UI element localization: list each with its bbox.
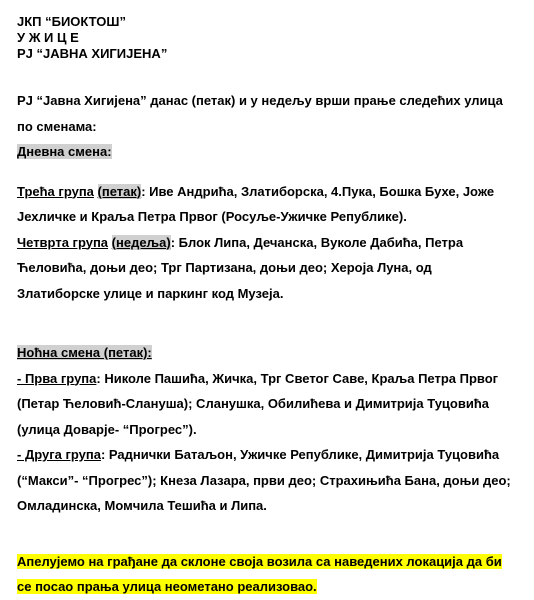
day-shift-title: Дневна смена: [17, 144, 112, 159]
intro-paragraph: РЈ “Јавна Хигијена” данас (петак) и у недељу врши прање следећих улица по сменама: [17, 93, 503, 134]
group-1-label: - Прва група [17, 370, 97, 386]
company-name: ЈКП “БИОКТОШ” [17, 14, 126, 29]
day-group-4-paragraph [17, 230, 517, 307]
document [17, 14, 517, 600]
group-2-streets: : Раднички Батаљон, Ужичке Републике, Димитрија Туцовића (“Макси”- “Прогрес”); Кнеза Лазара, први део; Страхињића Бана, доњи део; Омладинска, Момчила Тешића и Липа. [17, 447, 511, 513]
night-shift-heading [17, 340, 517, 366]
group-3-label: Трећа група [17, 183, 94, 199]
group-3-day: (петак) [97, 183, 142, 199]
night-shift-title: Ноћна смена (петак): [17, 345, 152, 360]
city-name: У Ж И Ц Е [17, 30, 79, 45]
night-group-2-paragraph [17, 442, 517, 519]
group-4-streets: : Блок Липа, Дечанска, Вуколе Дабића, Петра Ћеловића, доњи део; Трг Партизана, доњи део; Хероја Луна, од Златиборске улице и паркинг код Музеја. [17, 234, 464, 301]
group-2-label: - Друга група [17, 447, 101, 462]
appeal-paragraph [17, 549, 517, 600]
unit-name: РЈ “ЈАВНА ХИГИЈЕНА” [17, 46, 168, 61]
day-group-3-paragraph [17, 179, 517, 230]
document-header [17, 14, 517, 62]
group-4-label: Четврта група [17, 234, 109, 250]
day-shift-heading [17, 139, 517, 165]
appeal-text: Апелујемо на грађане да склоне своја возила са наведених локација да би се посао прања улица неометано реализовао. [17, 553, 502, 594]
night-group-1-paragraph [17, 366, 517, 443]
group-4-day: (недеља) [111, 234, 171, 250]
group-1-streets: : Николе Пашића, Жичка, Трг Светог Саве, Краља Петра Првог (Петар Ћеловић-Слануша); Сланушка, Обилићева и Димитрија Туцовића (улица Доварје- “Прогрес”). [17, 370, 499, 437]
group-3-streets: : Иве Андрића, Златиборска, 4.Пука, Бошка Бухе, Јоже Јехличке и Краља Петра Првог (Росуље-Ужичке Републике). [17, 183, 495, 224]
